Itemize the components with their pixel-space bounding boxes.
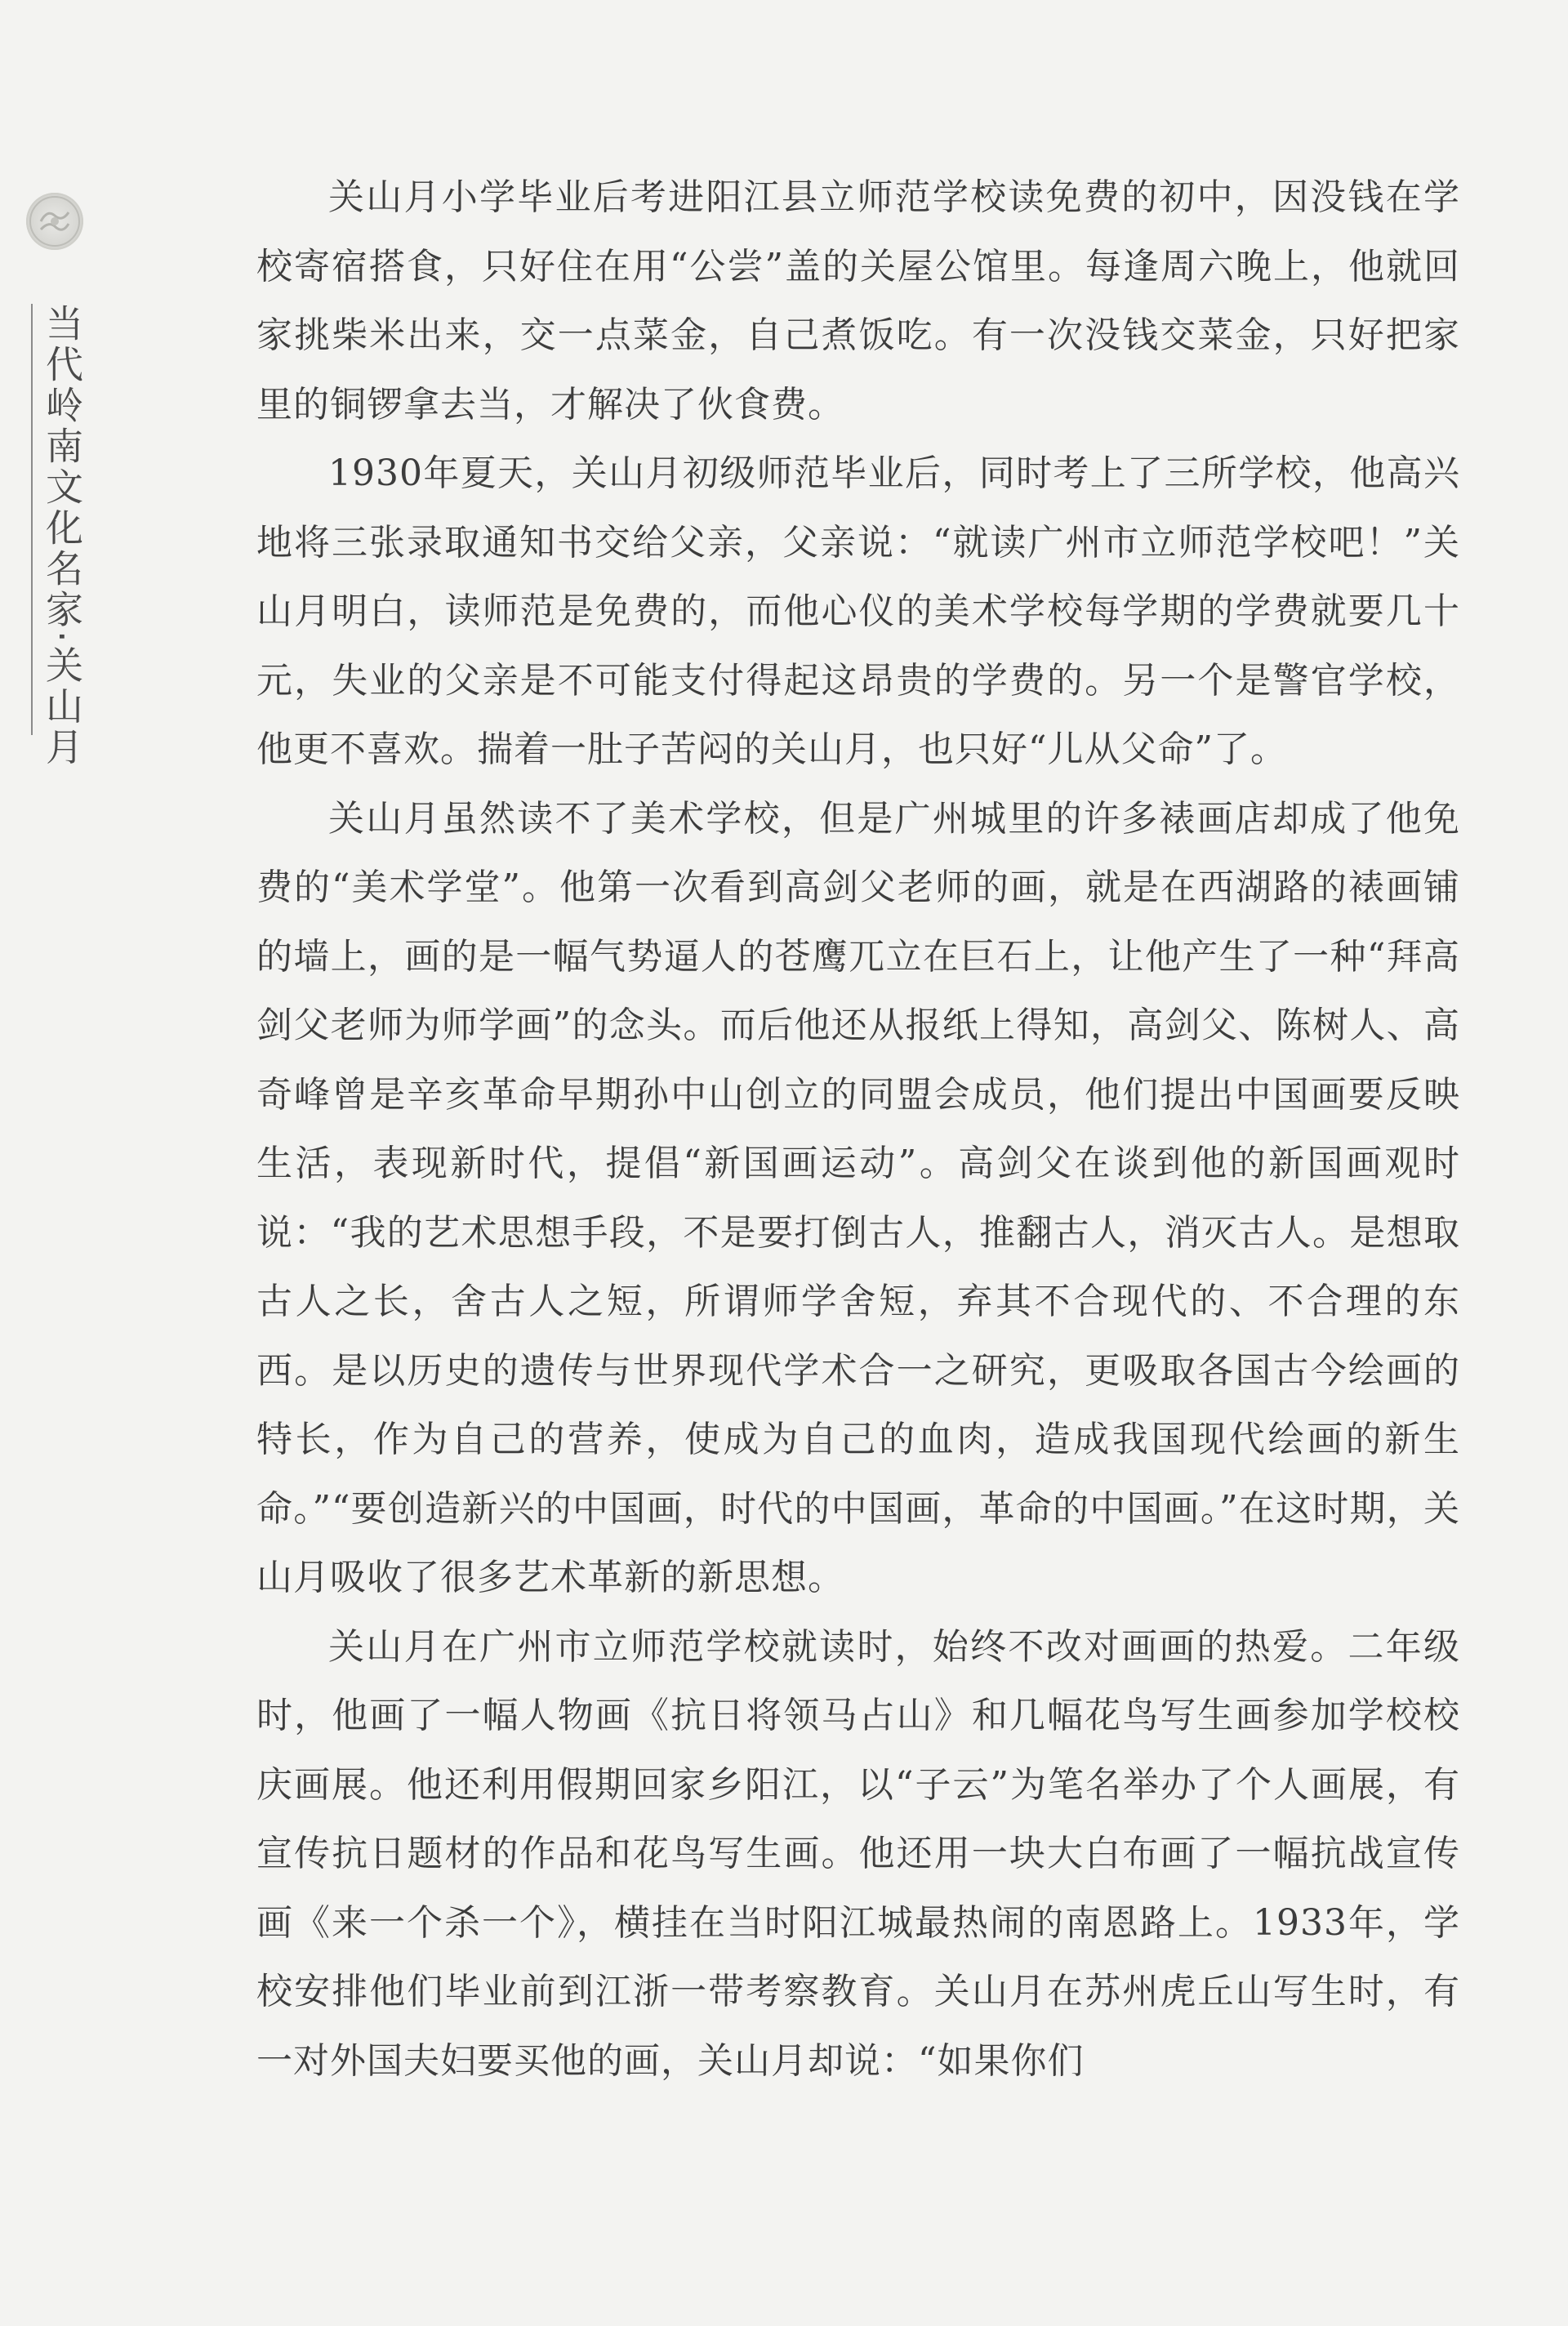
- paragraph: 1930年夏天，关山月初级师范毕业后，同时考上了三所学校，他高兴地将三张录取通知书交给父亲，父亲说：“就读广州市立师范学校吧！”关山月明白，读师范是免费的，而他心仪的美术学校每学期的学费就要几十元，失业的父亲是不可能支付得起这昂贵的学费的。另一个是警官学校，他更不喜欢。揣着一肚子苦闷的关山月，也只好“儿从父命”了。: [256, 452, 1460, 770]
- page-body: [256, 163, 1460, 2096]
- paragraph: 关山月小学毕业后考进阳江县立师范学校读免费的初中，因没钱在学校寄宿搭食，只好住在用“公尝”盖的关屋公馆里。每逢周六晚上，他就回家挑柴米出来，交一点菜金，自己煮饭吃。有一次没钱交菜金，只好把家里的铜锣拿去当，才解决了伙食费。: [256, 176, 1460, 426]
- running-title: 当代岭南文化名家·关山月: [40, 304, 84, 769]
- paragraph: 关山月在广州市立师范学校就读时，始终不改对画画的热爱。二年级时，他画了一幅人物画《抗日将领马占山》和几幅花鸟写生画参加学校校庆画展。他还利用假期回家乡阳江，以“子云”为笔名举办了个人画展，有宣传抗日题材的作品和花鸟写生画。他还用一块大白布画了一幅抗战宣传画《来一个杀一个》，横挂在当时阳江城最热闹的南恩路上。1933年，学校安排他们毕业前到江浙一带考察教育。关山月在苏州虎丘山写生时，有一对外国夫妇要买他的画，关山月却说：“如果你们: [256, 1625, 1460, 2082]
- emblem-pattern: [26, 193, 83, 250]
- emblem-icon: [26, 193, 83, 250]
- paragraph: 关山月虽然读不了美术学校，但是广州城里的许多裱画店却成了他免费的“美术学堂”。他第一次看到高剑父老师的画，就是在西湖路的裱画铺的墙上，画的是一幅气势逼人的苍鹰兀立在巨石上，让他产生了一种“拜高剑父老师为师学画”的念头。而后他还从报纸上得知，高剑父、陈树人、高奇峰曾是辛亥革命早期孙中山创立的同盟会成员，他们提出中国画要反映生活，表现新时代，提倡“新国画运动”。高剑父在谈到他的新国画观时说：“我的艺术思想手段，不是要打倒古人，推翻古人，消灭古人。是想取古人之长，舍古人之短，所谓师学舍短，弃其不合现代的、不合理的东西。是以历史的遗传与世界现代学术合一之研究，更吸取各国古今绘画的特长，作为自己的营养，使成为自己的血肉，造成我国现代绘画的新生命。”“要创造新兴的中国画，时代的中国画，革命的中国画。”在这时期，关山月吸收了很多艺术革新的新思想。: [256, 797, 1460, 1598]
- side-divider: [31, 304, 33, 735]
